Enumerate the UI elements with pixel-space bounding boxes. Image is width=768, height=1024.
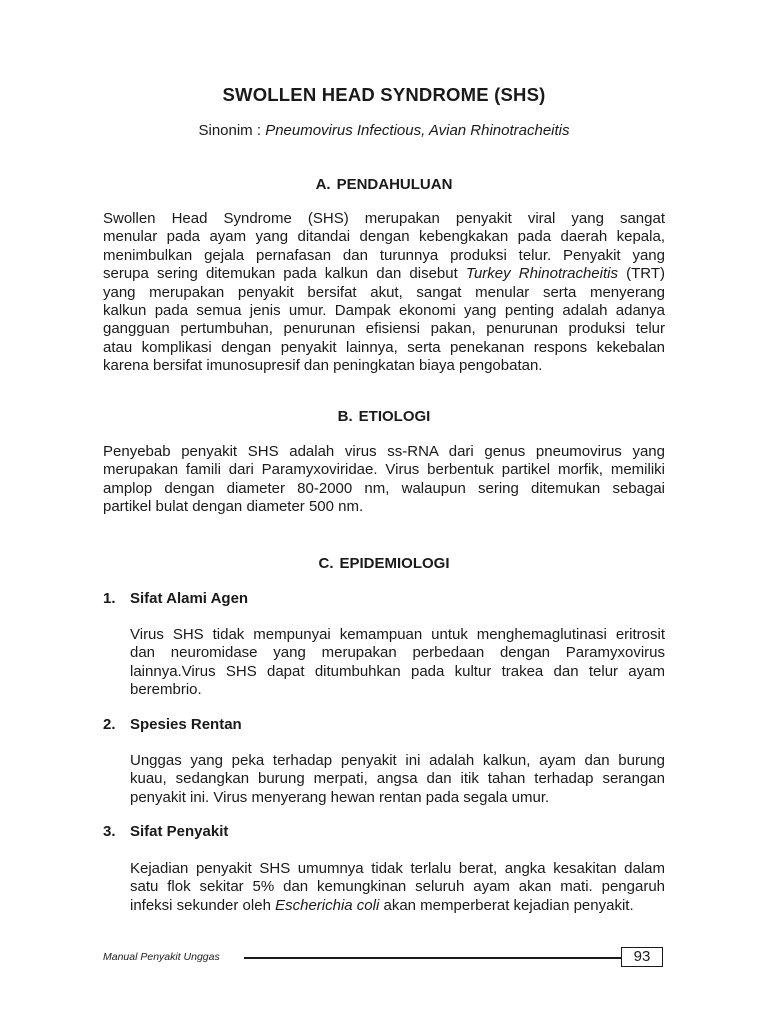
line-text: serupa sering ditemukan pada kalkun dan disebut	[103, 265, 466, 283]
footer-book-title: Manual Penyakit Unggas	[103, 951, 220, 963]
subsection-2-number: 2.	[103, 716, 116, 733]
subsection-1-number: 1.	[103, 590, 116, 607]
line-text: (TRT)	[617, 265, 665, 283]
paragraph-line: lainnya.Virus SHS dapat ditumbuhkan pada kultur trakea dan telur ayam	[130, 662, 665, 680]
paragraph-line: yang merupakan penyakit bersifat akut, sangat menular serta menyerang	[103, 283, 665, 301]
synonym-label: Sinonim :	[198, 122, 266, 139]
section-a-letter: A.	[315, 176, 331, 193]
paragraph-line: atau komplikasi dengan penyakit lainnya, serta penekanan respons kekebalan	[103, 338, 665, 356]
paragraph-line: satu flok sekitar 5% dan kemungkinan seluruh ayam akan mati. pengaruh	[130, 878, 665, 896]
paragraph-line: gangguan pertumbuhan, penurunan efisiensi pakan, penurunan produksi telur	[103, 320, 665, 338]
paragraph-line: dan neuromidase yang merupakan perbedaan dengan Paramyxovirus	[130, 644, 665, 662]
paragraph-line: kuau, sedangkan burung merpati, angsa dan itik tahan terhadap serangan	[130, 770, 665, 788]
paragraph-line: merupakan famili dari Paramyxoviridae. Virus berbentuk partikel morfik, memiliki	[103, 461, 665, 479]
line-italic-term: Turkey Rhinotracheitis	[465, 265, 618, 283]
subsection-2-heading	[103, 716, 242, 733]
line-italic-term: Escherichia coli	[275, 896, 380, 914]
paragraph-line: amplop dengan diameter 80-2000 nm, walaupun sering ditemukan sebagai	[103, 479, 665, 497]
synonym-line	[0, 122, 768, 139]
section-b-title: ETIOLOGI	[358, 408, 431, 425]
paragraph-line: karena bersifat imunosupresif dan peningkatan biaya pengobatan.	[103, 357, 543, 375]
subsection-1-title: Sifat Alami Agen	[130, 590, 249, 607]
page-number: 93	[621, 947, 663, 967]
footer-rule	[244, 957, 621, 959]
paragraph-line	[103, 265, 665, 283]
paragraph-line: Penyebab penyakit SHS adalah virus ss-RNA dari genus pneumovirus yang	[103, 443, 665, 460]
paragraph-line: kalkun pada semua jenis umur. Dampak ekonomi yang penting adalah adanya	[103, 301, 665, 319]
paragraph-line: Swollen Head Syndrome (SHS) merupakan penyakit viral yang sangat	[103, 210, 665, 227]
line-text: infeksi sekunder oleh	[130, 896, 276, 914]
synonym-names: Pneumovirus Infectious, Avian Rhinotracheitis	[265, 122, 570, 139]
subsection-3-heading	[103, 823, 228, 840]
paragraph-line: Kejadian penyakit SHS umumnya tidak terlalu berat, angka kesakitan dalam	[130, 860, 665, 877]
paragraph-line: Unggas yang peka terhadap penyakit ini adalah kalkun, ayam dan burung	[130, 752, 665, 769]
paragraph-line: Virus SHS tidak mempunyai kemampuan untuk menghemaglutinasi eritrosit	[130, 626, 665, 643]
section-c-heading	[0, 555, 768, 572]
subsection-1-heading	[103, 590, 248, 607]
subsection-2-title: Spesies Rentan	[130, 716, 242, 733]
subsection-3-title: Sifat Penyakit	[130, 823, 229, 840]
paragraph-line: menimbulkan gejala pernafasan dan turunnya produksi telur. Penyakit yang	[103, 246, 665, 264]
section-c-title: EPIDEMIOLOGI	[339, 555, 450, 572]
subsection-3-paragraph	[130, 860, 665, 915]
section-a-paragraph	[103, 210, 665, 376]
subsection-2-paragraph	[130, 752, 665, 807]
section-b-paragraph	[103, 443, 665, 517]
document-title: SWOLLEN HEAD SYNDROME (SHS)	[222, 84, 546, 105]
section-a-title: PENDAHULUAN	[336, 176, 453, 193]
paragraph-line: partikel bulat dengan diameter 500 nm.	[103, 498, 364, 516]
paragraph-line: menular pada ayam yang ditandai dengan kebengkakan pada daerah kepala,	[103, 228, 665, 246]
paragraph-line: penyakit ini. Virus menyerang hewan rentan pada segala umur.	[130, 788, 550, 806]
paragraph-line: berembrio.	[130, 681, 202, 699]
section-b-letter: B.	[337, 408, 353, 425]
section-b-heading	[0, 408, 768, 425]
paragraph-line	[130, 897, 665, 915]
section-a-heading	[0, 176, 768, 193]
subsection-1-paragraph	[130, 626, 665, 700]
section-c-letter: C.	[318, 555, 334, 572]
line-text: akan memperberat kejadian penyakit.	[379, 896, 634, 914]
subsection-3-number: 3.	[103, 823, 116, 840]
